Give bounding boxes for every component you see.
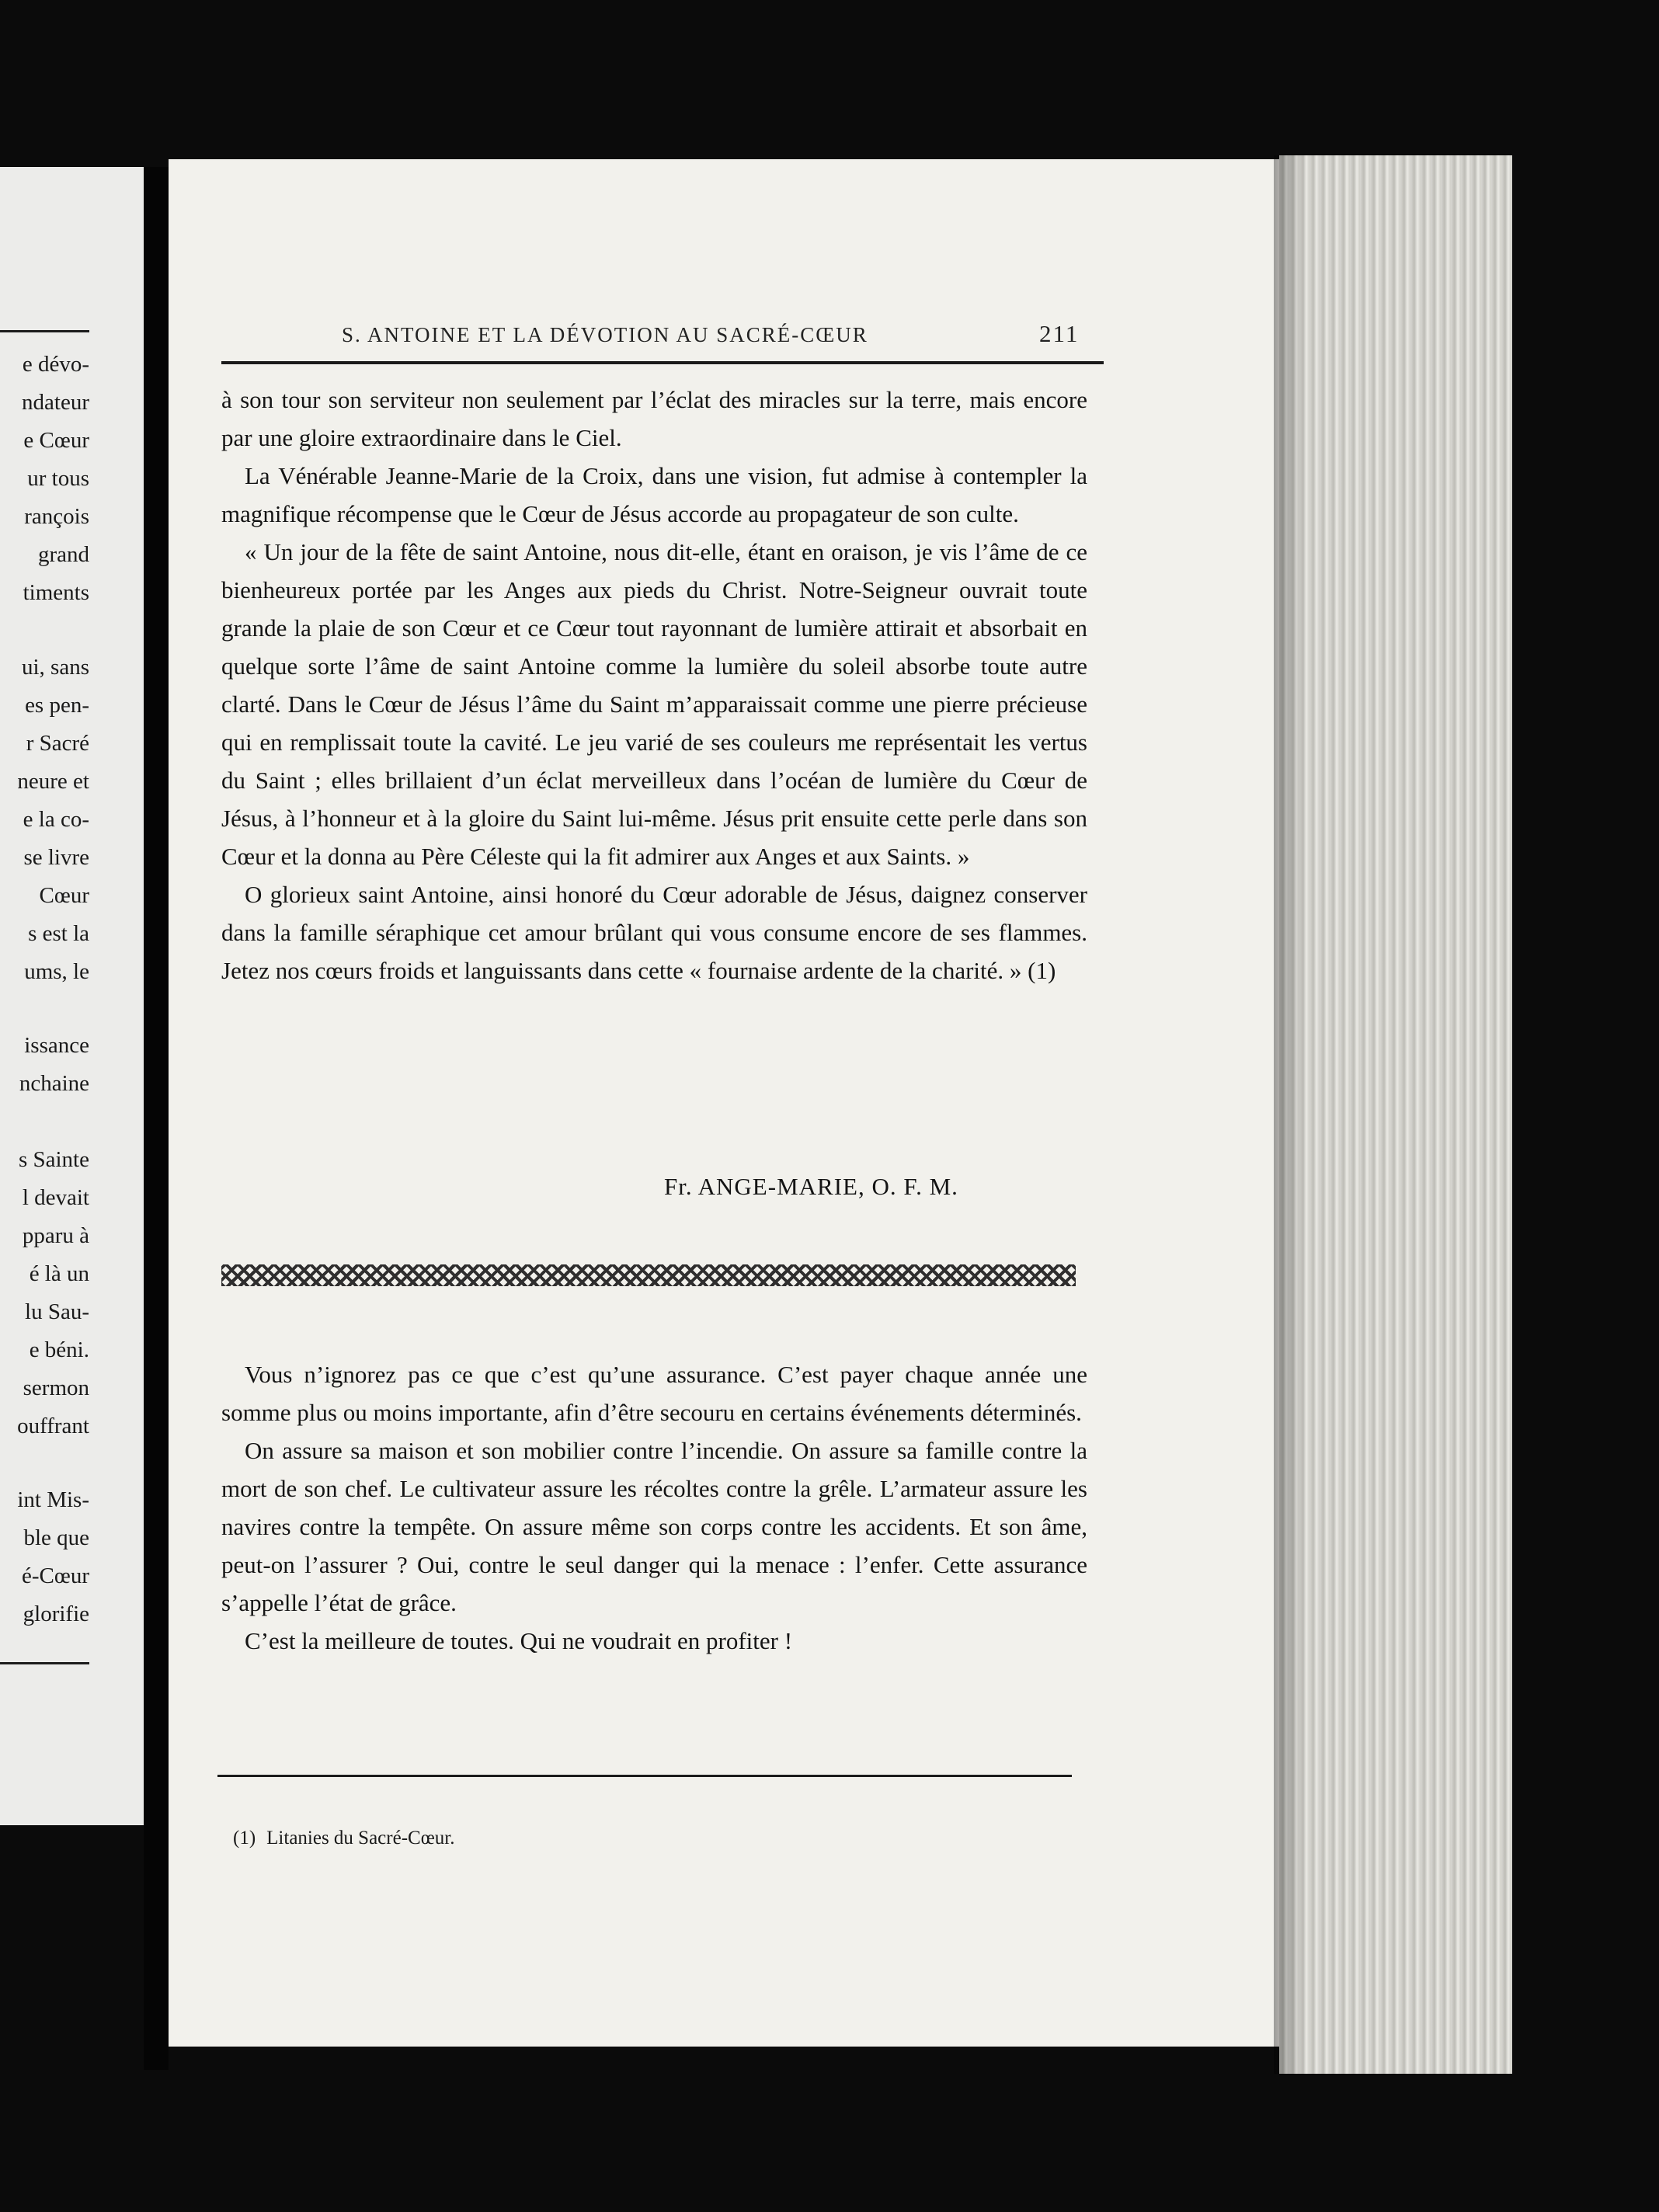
left-page-line: ndateur: [22, 390, 89, 415]
left-page-line: e la co-: [23, 807, 89, 832]
left-page-line: l devait: [22, 1185, 89, 1210]
paragraph: « Un jour de la fête de saint Antoine, nous dit-elle, étant en oraison, je vis l’âme de ce bienheureux portée par les Anges aux pieds du Christ. Notre-Seigneur ouvrait toute grande la plaie de son Cœur et ce Cœur tout rayonnant de lumière attirait et absorbait en quelque sorte l’âme de saint Antoine comme la lumière du soleil absorbe toute autre clarté. Dans le Cœur de Jésus l’âme du Saint m’apparaissait comme une pierre précieuse qui en remplissait toute la cavité. Le jeu varié de ses couleurs me représentait les vertus du Saint ; elles brillaient d’un éclat merveilleux dans l’océan de lumière du Cœur de Jésus, à l’honneur et à la gloire du Saint lui-même. Jésus prit ensuite cette perle dans son Cœur et la donna au Père Céleste qui la fit admirer aux Anges et aux Saints. »: [221, 538, 1087, 870]
page-edges: [1279, 155, 1512, 2074]
left-page-line: nchaine: [19, 1071, 89, 1096]
left-page-line: ums, le: [24, 959, 89, 984]
left-page-line: issance: [24, 1033, 89, 1058]
left-page-line: Cœur: [39, 883, 89, 908]
book-gutter: [144, 167, 169, 2070]
left-page-line: é-Cœur: [22, 1563, 89, 1588]
left-page-line: int Mis-: [17, 1487, 89, 1512]
left-page-line: rançois: [24, 504, 89, 529]
footnote-text: Litanies du Sacré-Cœur.: [266, 1828, 455, 1849]
paragraph: C’est la meilleure de toutes. Qui ne voudrait en profiter !: [245, 1627, 793, 1654]
left-page-line: ur tous: [27, 466, 89, 491]
left-page-line: r Sacré: [26, 731, 89, 756]
paragraph: La Vénérable Jeanne-Marie de la Croix, dans une vision, fut admise à contempler la magnifique récompense que le Cœur de Jésus accorde au propagateur de son culte.: [221, 462, 1087, 527]
left-page-line: s est la: [28, 921, 89, 946]
left-page-line: ble que: [23, 1525, 89, 1550]
paragraph: On assure sa maison et son mobilier contre l’incendie. On assure sa famille contre la mort de son chef. Le cultivateur assure les récoltes contre la grêle. L’armateur assure les navires contre la tempête. On assure même son corps contre les accidents. Et son âme, peut-on l’assurer ? Oui, contre le seul danger qui la menace : l’enfer. Cette assurance s’appelle l’état de grâce.: [221, 1437, 1087, 1616]
left-page-line: se livre: [23, 845, 89, 870]
left-page-line: e béni.: [29, 1337, 89, 1362]
left-page-line: es pen-: [25, 693, 89, 718]
running-title: S. ANTOINE ET LA DÉVOTION AU SACRÉ-CŒUR: [342, 323, 868, 346]
left-page-line: ouffrant: [17, 1414, 89, 1438]
footnote-marker: (1): [233, 1828, 256, 1849]
left-page-line: lu Sau-: [25, 1299, 89, 1324]
ornamental-divider: [221, 1264, 1076, 1286]
footnote: [233, 1828, 454, 1849]
left-page-line: glorifie: [23, 1602, 89, 1626]
left-page-line: é là un: [29, 1261, 89, 1286]
left-page-line: e Cœur: [23, 428, 89, 453]
page-edge-shadow: [1274, 155, 1305, 2074]
paragraph: O glorieux saint Antoine, ainsi honoré du Cœur adorable de Jésus, daignez conserver dans la famille séraphique cet amour brûlant qui vous consume encore de ses flammes. Jetez nos cœurs froids et languissants dans cette « fournaise ardente de la charité. » (1): [221, 881, 1087, 984]
left-page-line: e dévo-: [22, 352, 89, 377]
paragraph: Vous n’ignorez pas ce que c’est qu’une assurance. C’est payer chaque année une somme plus ou moins importante, afin d’être secouru en certains événements déterminés.: [221, 1361, 1087, 1426]
left-page-line: pparu à: [22, 1223, 89, 1248]
left-page-line: s Sainte: [18, 1147, 89, 1172]
footnote-rule: [217, 1775, 1072, 1777]
left-page-line: grand: [37, 542, 89, 567]
header-rule: [221, 361, 1104, 364]
left-page-line: sermon: [23, 1376, 89, 1400]
left-page-top-rule: [0, 330, 89, 332]
left-page-line: ui, sans: [22, 655, 89, 680]
article-2-body: [221, 1355, 1087, 1660]
left-page-bottom-rule: [0, 1662, 89, 1664]
paragraph: à son tour son serviteur non seulement par l’éclat des miracles sur la terre, mais encore par une gloire extraordinaire dans le Ciel.: [221, 386, 1087, 451]
left-page-line: timents: [23, 580, 89, 605]
left-page: [0, 167, 144, 1825]
author-signature: Fr. ANGE-MARIE, O. F. M.: [664, 1173, 958, 1200]
page-number: 211: [1039, 320, 1080, 347]
left-page-line: neure et: [17, 769, 89, 794]
article-1-body: [221, 381, 1087, 989]
